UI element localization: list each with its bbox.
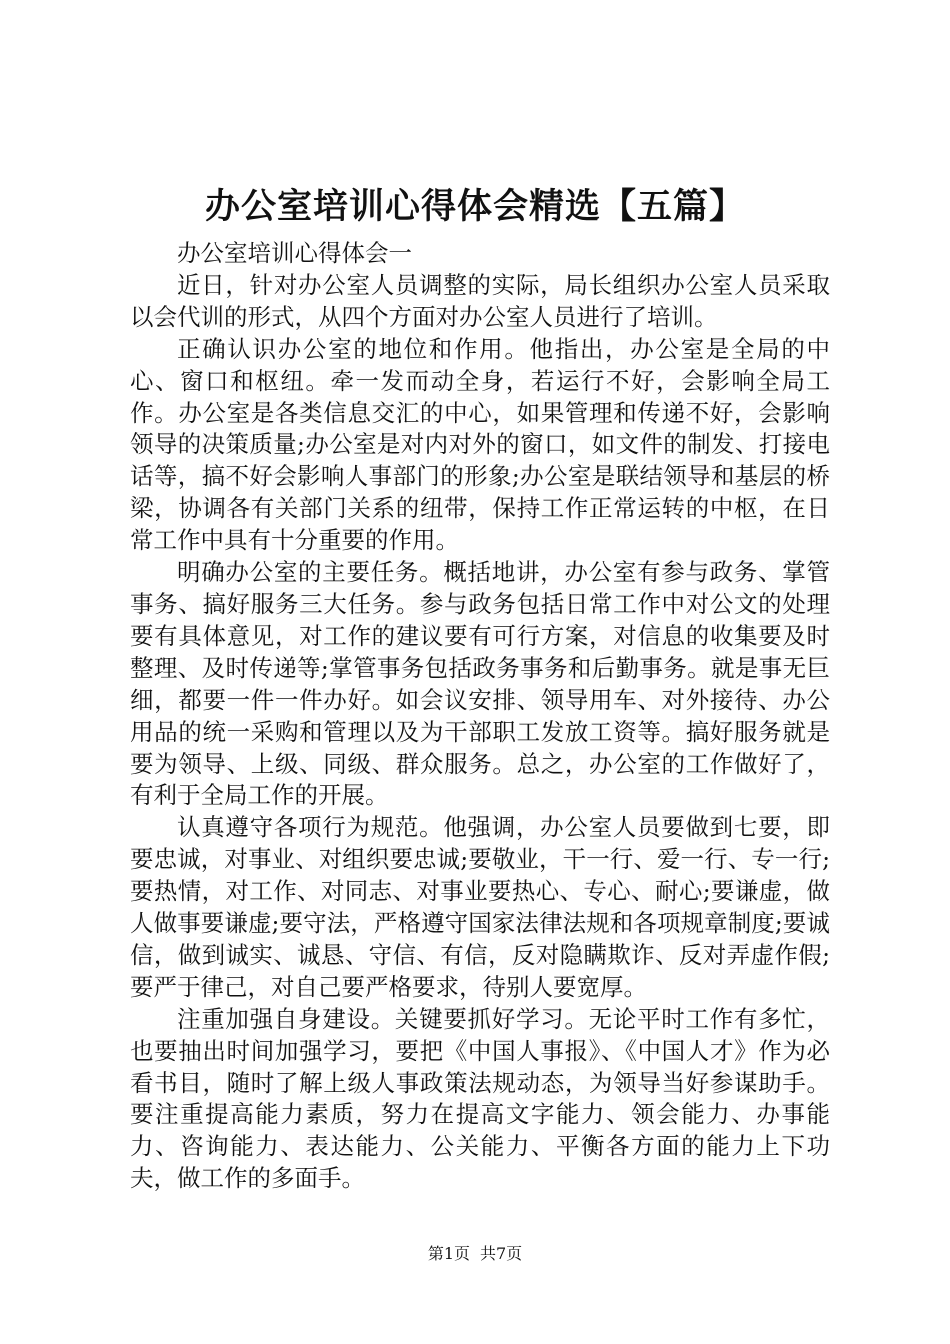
page-footer <box>0 1244 950 1264</box>
document-title: 办公室培训心得体会精选【五篇】 <box>204 186 745 227</box>
document-body <box>130 238 830 1195</box>
body-paragraph: 近日，针对办公室人员调整的实际，局长组织办公室人员采取以会代训的形式，从四个方面对办公室人员进行了培训。 <box>130 270 830 331</box>
body-paragraph: 认真遵守各项行为规范。他强调，办公室人员要做到七要，即要忠诚，对事业、对组织要忠诚;要敬业，干一行、爱一行、专一行;要热情，对工作、对同志、对事业要热心、专心、耐心;要谦虚，做人做事要谦虚;要守法，严格遵守国家法律法规和各项规章制度;要诚信，做到诚实、诚恳、守信、有信，反对隐瞒欺诈、反对弄虚作假;要严于律己，对自己要严格要求，待别人要宽厚。 <box>130 813 830 1001</box>
section-heading: 办公室培训心得体会一 <box>177 239 412 267</box>
page-number: 第1页 <box>427 1244 470 1263</box>
body-paragraph: 注重加强自身建设。关键要抓好学习。无论平时工作有多忙，也要抽出时间加强学习，要把《中国人事报》、《中国人才》作为必看书目，随时了解上级人事政策法规动态，为领导当好参谋助手。要注重提高能力素质，努力在提高文字能力、领会能力、办事能力、咨询能力、表达能力、公关能力、平衡各方面的能力上下功夫，做工作的多面手。 <box>130 1004 830 1193</box>
body-paragraph: 正确认识办公室的地位和作用。他指出，办公室是全局的中心、窗口和枢纽。牵一发而动全身，若运行不好，会影响全局工作。办公室是各类信息交汇的中心，如果管理和传递不好，会影响领导的决策质量;办公室是对内对外的窗口，如文件的制发、打接电话等，搞不好会影响人事部门的形象;办公室是联结领导和基层的桥梁，协调各有关部门关系的纽带，保持工作正常运转的中枢，在日常工作中具有十分重要的作用。 <box>130 334 830 555</box>
page-total: 共7页 <box>480 1244 523 1263</box>
body-paragraph: 明确办公室的主要任务。概括地讲，办公室有参与政务、掌管事务、搞好服务三大任务。参与政务包括日常工作中对公文的处理要有具体意见，对工作的建议要有可行方案，对信息的收集要及时整理、及时传递等;掌管事务包括政务事务和后勤事务。就是事无巨细，都要一件一件办好。如会议安排、领导用车、对外接待、办公用品的统一采购和管理以及为干部职工发放工资等。搞好服务就是要为领导、上级、同级、群众服务。总之，办公室的工作做好了，有利于全局工作的开展。 <box>130 558 830 810</box>
